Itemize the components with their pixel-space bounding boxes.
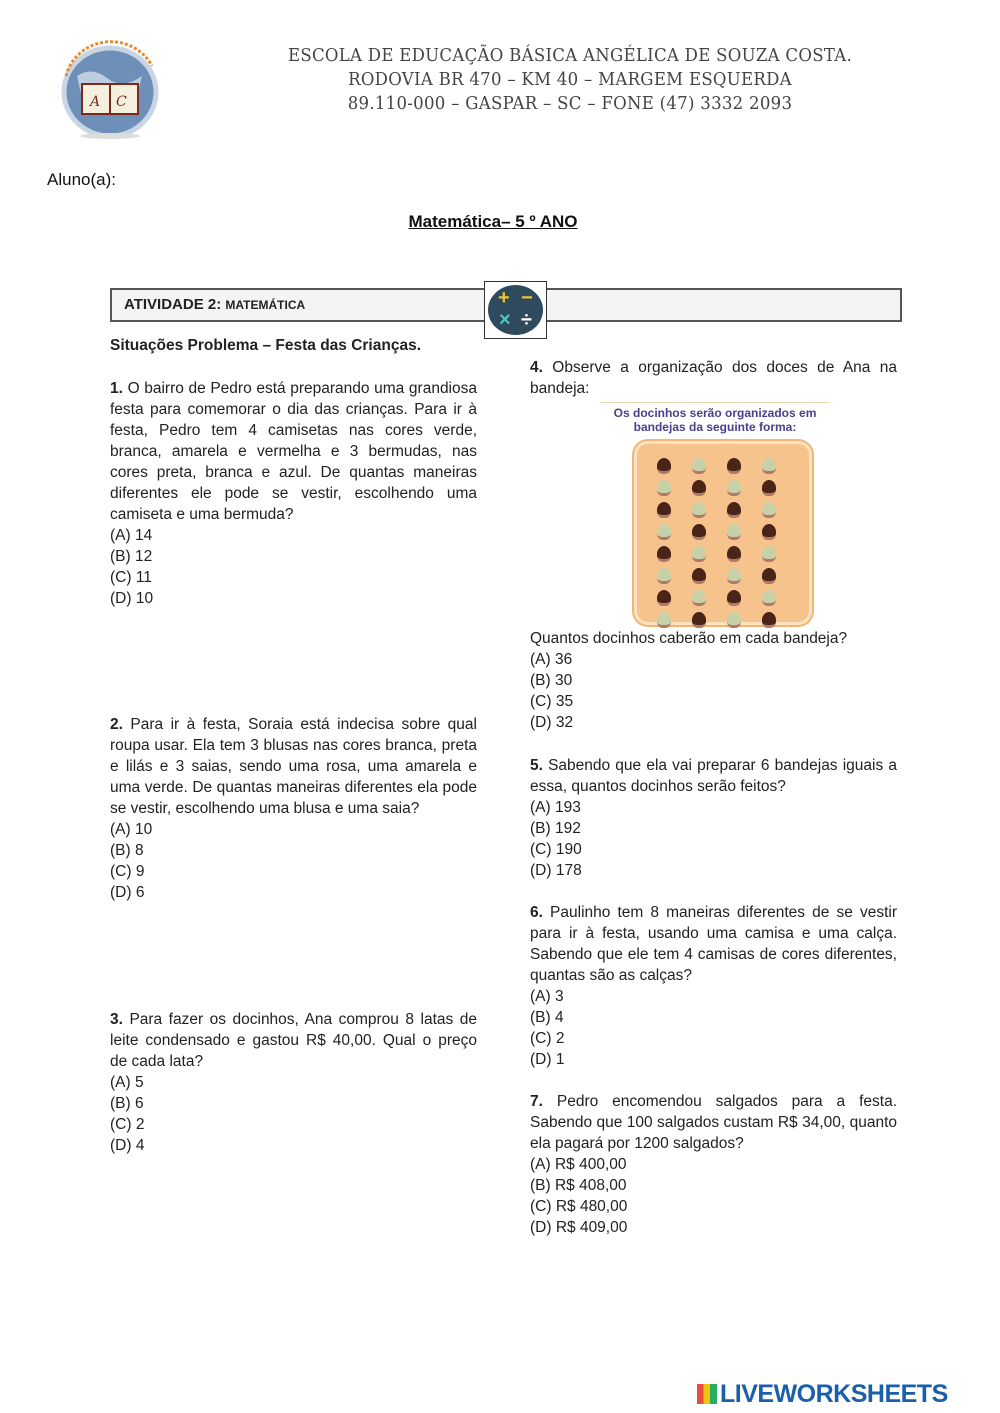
question-text: Pedro encomendou salgados para a festa. Sabendo que 100 salgados custam R$ 34,00, quanto ela pagará por 1200 salgados? [530, 1093, 897, 1152]
option[interactable]: (A) 14 [110, 527, 153, 544]
sweet-icon [762, 480, 776, 496]
option[interactable]: (C) 11 [110, 569, 152, 586]
option[interactable]: (C) 190 [530, 841, 582, 858]
option[interactable]: (A) 36 [530, 651, 573, 668]
sweet-icon [762, 524, 776, 540]
school-address: RODOVIA BR 470 – KM 40 – MARGEM ESQUERDA [348, 69, 792, 90]
sweet-icon [692, 546, 706, 562]
question-text: Sabendo que ela vai preparar 6 bandejas iguais a essa, quantos docinhos serão feitos? [530, 757, 897, 795]
option[interactable]: (B) 12 [110, 548, 153, 565]
sweet-icon [657, 590, 671, 606]
question-text: Para fazer os docinhos, Ana comprou 8 latas de leite condensado e gastou R$ 40,00. Qual o preço de cada lata? [110, 1011, 477, 1070]
option[interactable]: (D) 178 [530, 862, 582, 879]
sweet-icon [727, 458, 741, 474]
question-text: Quantos docinhos caberão em cada bandeja? [530, 630, 848, 647]
option[interactable]: (A) 5 [110, 1074, 144, 1091]
question-7 [530, 1091, 897, 1238]
school-name: ESCOLA DE EDUCAÇÃO BÁSICA ANGÉLICA DE SOUZA COSTA. [287, 45, 853, 66]
student-label: Aluno(a): [47, 170, 116, 189]
question-6 [530, 902, 897, 1070]
option[interactable]: (B) R$ 408,00 [530, 1177, 627, 1194]
tray-caption: Os docinhos serão organizados em bandejas da seguinte forma: [600, 402, 830, 434]
question-number: 1. [110, 380, 123, 397]
activity-label: ATIVIDADE 2: [124, 296, 222, 313]
question-number: 6. [530, 904, 543, 921]
question-1 [110, 378, 477, 609]
sweet-icon [762, 502, 776, 518]
school-header [230, 44, 910, 116]
sweet-icon [762, 568, 776, 584]
liveworksheets-logo[interactable] [697, 1380, 948, 1409]
option[interactable]: (C) 2 [530, 1030, 565, 1047]
option[interactable]: (B) 30 [530, 672, 573, 689]
question-text: Paulinho tem 8 maneiras diferentes de se vestir para ir à festa, usando uma camisa e uma calça. Sabendo que ele tem 4 camisas de cores diferentes, quantas são as calças? [530, 904, 897, 984]
option[interactable]: (C) R$ 480,00 [530, 1198, 628, 1215]
sweet-icon [657, 612, 671, 628]
sweet-icon [692, 458, 706, 474]
svg-text:A: A [90, 94, 101, 110]
option[interactable]: (D) R$ 409,00 [530, 1219, 628, 1236]
option[interactable]: (D) 10 [110, 590, 154, 607]
option[interactable]: (B) 192 [530, 820, 581, 837]
sweet-icon [727, 524, 741, 540]
question-text: O bairro de Pedro está preparando uma grandiosa festa para comemorar o dia das crianças. Para ir à festa, Pedro tem 4 camisetas nas cores verde, branca, amarela e vermelha e 3 bermudas, nas cores preta, branca e azul. De quantas maneiras diferentes ele pode se vestir, escolhendo uma camiseta e uma bermuda? [110, 380, 477, 523]
option[interactable]: (D) 1 [530, 1051, 565, 1068]
sweet-icon [762, 590, 776, 606]
question-number: 7. [530, 1093, 543, 1110]
option[interactable]: (C) 2 [110, 1116, 145, 1133]
option[interactable]: (D) 6 [110, 884, 145, 901]
brand-text: LIVEWORKSHEETS [720, 1380, 948, 1408]
math-operations-icon: + − × ÷ [484, 281, 547, 339]
sweet-icon [727, 568, 741, 584]
option[interactable]: (D) 4 [110, 1137, 145, 1154]
option[interactable]: (A) R$ 400,00 [530, 1156, 627, 1173]
activity-subject: MATEMÁTICA [225, 298, 306, 312]
sweet-icon [657, 546, 671, 562]
page-title: Matemática– 5 º ANO [408, 212, 578, 231]
sweet-icon [727, 546, 741, 562]
sweet-icon [657, 502, 671, 518]
sweet-icon [727, 502, 741, 518]
sweet-icon [692, 612, 706, 628]
option[interactable]: (B) 6 [110, 1095, 144, 1112]
question-5 [530, 755, 897, 881]
question-4-prompt [530, 628, 897, 733]
sweet-icon [727, 480, 741, 496]
sweet-icon [657, 568, 671, 584]
question-number: 2. [110, 716, 123, 733]
option[interactable]: (A) 3 [530, 988, 564, 1005]
school-contact: 89.110-000 – GASPAR – SC – FONE (47) 3332 2093 [347, 93, 793, 114]
question-text: Observe a organização dos doces de Ana na bandeja: [530, 359, 897, 397]
school-logo [52, 36, 172, 140]
section-title: Situações Problema – Festa das Crianças. [110, 337, 421, 354]
option[interactable]: (B) 4 [530, 1009, 564, 1026]
question-text: Para ir à festa, Soraia está indecisa sobre qual roupa usar. Ela tem 3 blusas nas cores branca, preta e lilás e 3 saias, sendo uma rosa, uma amarela e uma verde. De quantas maneiras diferentes ela pode se vestir, escolhendo uma blusa e uma saia? [110, 716, 477, 817]
option[interactable]: (C) 35 [530, 693, 574, 710]
sweet-icon [692, 568, 706, 584]
question-number: 4. [530, 359, 543, 376]
question-number: 3. [110, 1011, 123, 1028]
sweet-icon [657, 524, 671, 540]
sweet-icon [762, 458, 776, 474]
sweet-icon [657, 480, 671, 496]
sweet-icon [692, 590, 706, 606]
option[interactable]: (A) 10 [110, 821, 153, 838]
sweet-icon [692, 502, 706, 518]
sweet-icon [692, 480, 706, 496]
question-3 [110, 1009, 477, 1156]
sweet-icon [692, 524, 706, 540]
sweet-icon [657, 458, 671, 474]
option[interactable]: (C) 9 [110, 863, 145, 880]
question-2 [110, 714, 477, 903]
sweet-icon [762, 612, 776, 628]
question-number: 5. [530, 757, 543, 774]
sweet-icon [762, 546, 776, 562]
sweets-tray-image [634, 441, 812, 625]
liveworksheets-icon [697, 1384, 717, 1404]
option[interactable]: (B) 8 [110, 842, 144, 859]
option[interactable]: (D) 32 [530, 714, 574, 731]
sweet-icon [727, 590, 741, 606]
option[interactable]: (A) 193 [530, 799, 581, 816]
svg-text:C: C [116, 94, 127, 110]
sweet-icon [727, 612, 741, 628]
question-4 [530, 357, 897, 399]
